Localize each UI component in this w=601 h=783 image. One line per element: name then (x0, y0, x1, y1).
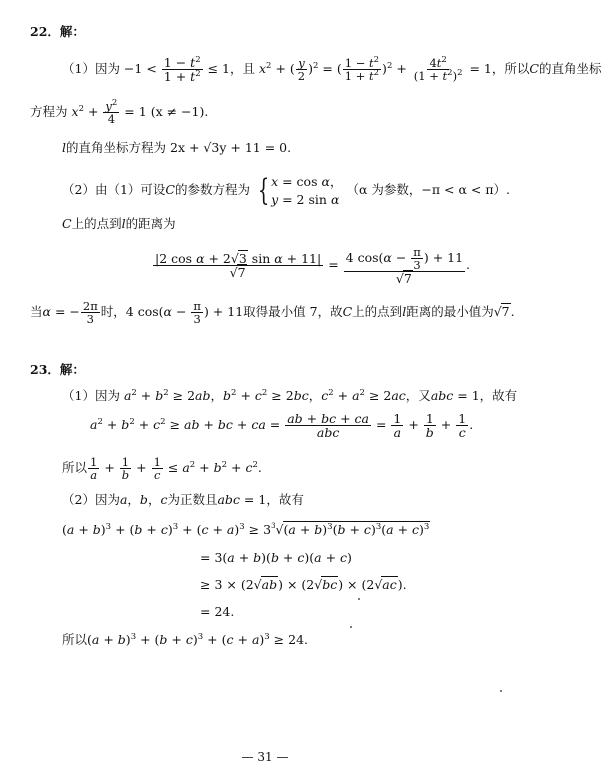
p22-suoyi: ，所以 (491, 61, 530, 77)
p22-l-equation: 2x + √3y + 11 = 0 (170, 140, 288, 155)
p22-part1-lead: （1）因为 (62, 61, 120, 77)
p22-final-tail: 上的点到 (352, 304, 403, 320)
p22-final-tail2: 距离的最小值为 (406, 304, 494, 320)
p23-final: 所以$(a + b)^3 + (b + c)^3 + (c + a)^3 \ge 24$. (62, 632, 309, 647)
p22-final-line: 当α = − $\frac{2\pi}{3}$ 时，4 cos(α − $\frac{\pi}{3}$ ) + 11取得最小值 7，故C上的点到l距离的最小值为√7. (30, 299, 515, 327)
problem-22-heading: 22．解： (30, 24, 85, 39)
p22-part2-lead: （2）由（1）可设 (62, 182, 166, 197)
p22-param-label: 的参数方程为 (174, 182, 250, 197)
p23-part1-chain: $a^2 + b^2 + c^2$ ≥ ab + bc + ca = $\frac{ab + bc + ca}{\text{abc}}$ = $\frac{1}{a}$ + $\frac{1}{b}$ + $\frac{1}{c}$ . (90, 411, 474, 441)
p23-part2-lead: （2）因为a，b，c为正数且abc = 1，故有 (62, 492, 304, 507)
p22-condition: (x ≠ −1) (150, 104, 205, 120)
p22-qie: ，且 (229, 61, 255, 77)
p22-final-mid: 取得最小值 7，故 (243, 304, 343, 320)
scan-speck (358, 598, 360, 600)
p22-dist-lead: 上的点到 (71, 216, 122, 231)
scan-speck (350, 626, 352, 628)
p23-step1: $(a + b)^3 + (b + c)^3 + (c + a)^3 \ge 3^3√(a + b)^3(b + c)^3(a + c)^3$ (62, 522, 430, 537)
frac-1-t2-over-1-t2: $\frac{1 - t^2}{1 + t^2}$ (163, 55, 201, 85)
p22-equation-line: 方程为 $x^2$ + $\frac{y^2}{4}$ = 1 (x ≠ −1). (30, 98, 209, 127)
p23-step2: = 3(a + b)(b + c)(a + c) (200, 550, 352, 565)
p22-dist-tail: 的距离为 (125, 216, 176, 231)
p22-param-note: （α 为参数，−π < α < π）. (346, 182, 511, 197)
p23-step3: ≥ 3 × (2√ab) × (2√bc) × (2√ac). (200, 577, 407, 592)
p22-fangcheng-label: 方程为 (30, 104, 68, 120)
scan-speck (500, 690, 502, 692)
p22-distance-line: C上的点到l的距离为 (62, 216, 176, 231)
page-number: — 31 — (241, 750, 289, 764)
p22-distance-formula: $\frac{\text{|2 cos α + 2√3 sin α + 11|}}{√7}$ = 4 cos(α − $\frac{\pi}{3}$ ) + 11 √7 . (155, 245, 471, 287)
p22-part2-line: （2）由（1）可设C的参数方程为 { x = cos α， y = 2 sin α （α 为参数，−π < α < π）. (62, 172, 511, 208)
p22-part1-line1: （1）因为 −1 < $\frac{1 - t^2}{1 + t^2}$ ≤ 1，且 $x^2$ + ( $\frac{y}{2}$ )$^2$ = ( $\frac{1 - t^2}{1 + t^2}$ )$^2$ + $\frac{4t^2}{(1 + t^2)^2}$ = 1，所以C的直角坐标 (62, 55, 601, 85)
p22-zhijiao: 的直角坐标 (538, 61, 601, 77)
p22-param-system: x = cos α， y = 2 sin α (271, 173, 343, 207)
p23-step4: = 24. (200, 604, 235, 619)
p23-part1-line1: （1）因为 $a^2 + b^2 \ge 2ab$，$b^2 + c^2 \ge 2bc$，$c^2 + a^2 \ge 2ac$，又abc = 1，故有 (62, 388, 518, 403)
p22-final-shi: 时， (100, 304, 126, 320)
p22-final-dang: 当 (30, 304, 43, 320)
p22-l-equation-line: l的直角坐标方程为 2x + √3y + 11 = 0. (62, 140, 292, 155)
p23-part1-conclusion: 所以 $\frac{1}{a}$ + $\frac{1}{b}$ + $\frac{1}{c}$ ≤ $a^2 + b^2 + c^2$. (62, 455, 262, 483)
p22-l-label: 的直角坐标方程为 (66, 140, 167, 155)
problem-23-heading: 23．解： (30, 362, 85, 377)
